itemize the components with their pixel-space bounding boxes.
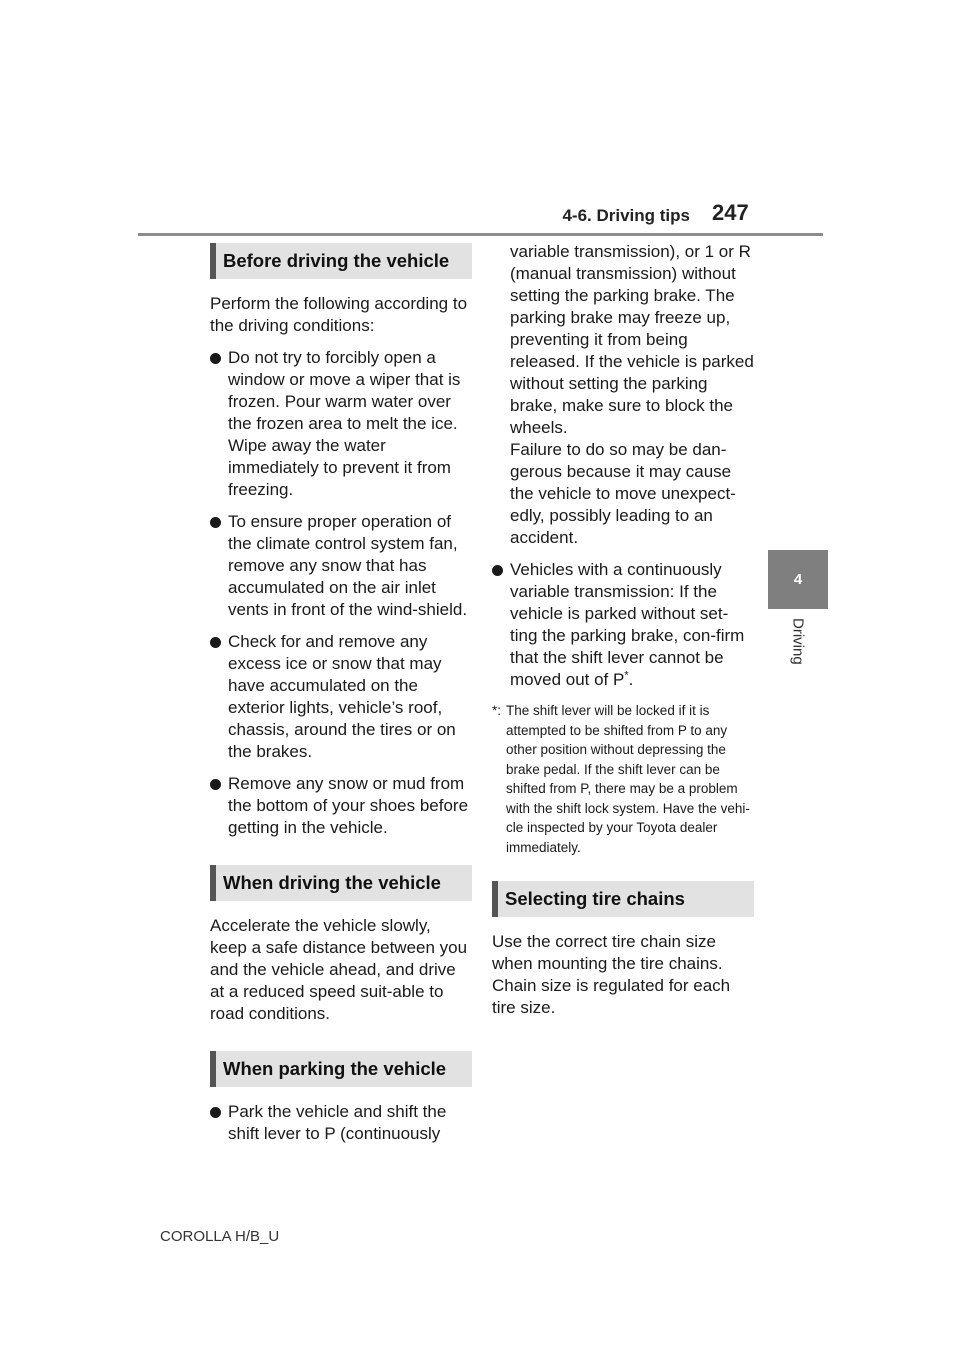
header-divider [138, 233, 823, 236]
bullet-item [492, 559, 754, 691]
left-column [210, 243, 472, 1155]
bullet-item [210, 773, 472, 839]
bullet-dot-icon [210, 353, 221, 364]
chapter-label [766, 618, 830, 708]
footnote-text: The shift lever will be locked if it is attempted to be shifted from P to any other position without depressing the brake pedal. If the shift lever can be shifted from P, there may be a problem with the shift lock system. Have the vehi-cle inspected by your Toyota dealer immediately. [506, 703, 750, 855]
footer-model: COROLLA H/B_U [160, 1228, 280, 1245]
bullet-text-end: . [628, 670, 634, 689]
chains-text: Use the correct tire chain size when mounting the tire chains. Chain size is regulated for each tire size. [492, 932, 731, 1017]
footnote-mark: *: [492, 703, 502, 718]
footnote [492, 701, 754, 857]
bullet-dot-icon [210, 779, 221, 790]
bullet-text: Park the vehicle and shift the shift lever to P (continuously [228, 1102, 447, 1143]
heading-when-parking: When parking the vehicle [210, 1051, 472, 1087]
heading-before-driving: Before driving the vehicle [210, 243, 472, 279]
driving-text: Accelerate the vehicle slowly, keep a safe distance between you and the vehicle ahead, and drive at a reduced speed suit-able to road conditions. [210, 916, 468, 1023]
heading-when-driving: When driving the vehicle [210, 865, 472, 901]
bullet-text: Check for and remove any excess ice or snow that may have accumulated on the exterior lights, vehicle’s roof, chassis, around the tires or on the brakes. [228, 632, 456, 761]
intro-text: Perform the following according to the driving conditions: [210, 294, 468, 335]
bullet-dot-icon [492, 565, 503, 576]
bullet-item [210, 347, 472, 501]
bullet-item [210, 511, 472, 621]
bullet-text: Vehicles with a continuously variable transmission: If the vehicle is parked without set-ting the parking brake, con-firm that the shift lever cannot be moved out of P [510, 560, 745, 689]
bullet-item [210, 1101, 472, 1145]
bullet-text: Do not try to forcibly open a window or move a wiper that is frozen. Pour warm water over the frozen area to melt the ice. Wipe away the water immediately to prevent it from freezing. [228, 348, 461, 499]
footnote-reference: * [624, 669, 629, 682]
chapter-tab [768, 550, 828, 609]
chapter-number: 4 [793, 571, 803, 588]
bullet-continuation-warning: Failure to do so may be dan-gerous because it may cause the vehicle to move unexpect-edly, possibly leading to an accident. [510, 440, 736, 547]
bullet-item [210, 631, 472, 763]
right-column [492, 241, 754, 1029]
bullet-dot-icon [210, 517, 221, 528]
bullet-dot-icon [210, 637, 221, 648]
chapter-label-text: Driving [789, 618, 807, 665]
bullet-text: Remove any snow or mud from the bottom of your shoes before getting in the vehicle. [228, 774, 469, 837]
heading-tire-chains: Selecting tire chains [492, 881, 754, 917]
bullet-continuation: variable transmission), or 1 or R (manual transmission) without setting the parking brake. The parking brake may freeze up, preventing it from being released. If the vehicle is parked without setting the parking brake, make sure to block the wheels. [510, 242, 754, 437]
page-header-section: 4-6. Driving tips [562, 206, 690, 225]
bullet-text: To ensure proper operation of the climate control system fan, remove any snow that has accumulated on the air inlet vents in front of the wind-shield. [228, 512, 468, 619]
bullet-dot-icon [210, 1107, 221, 1118]
page-number: 247 [712, 200, 749, 225]
